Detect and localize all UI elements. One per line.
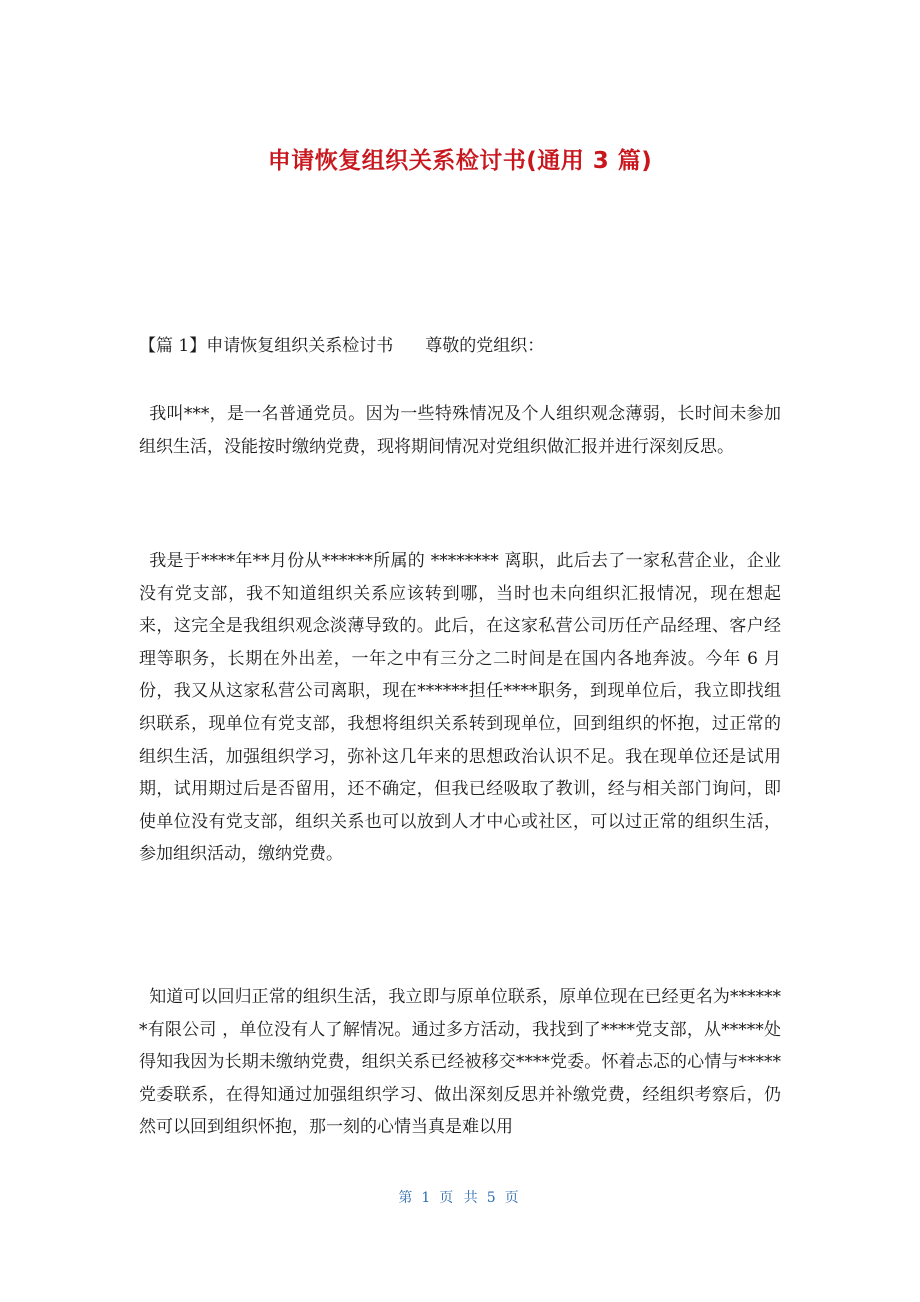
- document-title: 申请恢复组织关系检讨书(通用 3 篇): [267, 148, 653, 174]
- paragraph-2: 我是于****年**月份从******所属的 ******** 离职，此后去了一家私营企业，企业没有党支部，我不知道组织关系应该转到哪，当时也未向组织汇报情况，现在想起来，这完全是我组织观念淡薄导致的。此后，在这家私营公司历任产品经理、客户经理等职务，长期在外出差，一年之中有三分之二时间是在国内各地奔波。今年 6 月份，我又从这家私营公司离职，现在******担任****职务，到现单位后，我立即找组织联系，现单位有党支部，我想将组织关系转到现单位，回到组织的怀抱，过正常的组织生活，加强组织学习，弥补这几年来的思想政治认识不足。我在现单位还是试用期，试用期过后是否留用，还不确定，但我已经吸取了教训，经与相关部门询问，即使单位没有党支部，组织关系也可以放到人才中心或社区，可以过正常的组织生活，参加组织活动，缴纳党费。: [139, 551, 781, 865]
- footer-current-page: 1: [421, 1190, 434, 1206]
- footer-total-pages: 5: [486, 1190, 499, 1206]
- paragraph-3: 知道可以回归正常的组织生活，我立即与原单位联系，原单位现在已经更名为*******有限公司 ，单位没有人了解情况。通过多方活动，我找到了****党支部，从*****处得知我因为长期未缴纳党费，组织关系已经被移交****党委。怀着忐忑的心情与*****党委联系，在得知通过加强组织学习、做出深刻反思并补缴党费，经组织考察后，仍然可以回到组织怀抱，那一刻的心情当真是难以用: [139, 987, 781, 1138]
- section-heading-line: [139, 330, 781, 363]
- footer-middle: 页 共: [439, 1190, 481, 1206]
- page-footer: [0, 1187, 920, 1207]
- footer-suffix: 页: [504, 1190, 522, 1206]
- salutation: 尊敬的党组织：: [425, 336, 545, 356]
- section-heading: 【篇 1】申请恢复组织关系检讨书: [139, 336, 394, 356]
- footer-prefix: 第: [398, 1190, 416, 1206]
- paragraph-1: 我叫***，是一名普通党员。因为一些特殊情况及个人组织观念薄弱，长时间未参加组织生活，没能按时缴纳党费，现将期间情况对党组织做汇报并进行深刻反思。: [139, 404, 781, 457]
